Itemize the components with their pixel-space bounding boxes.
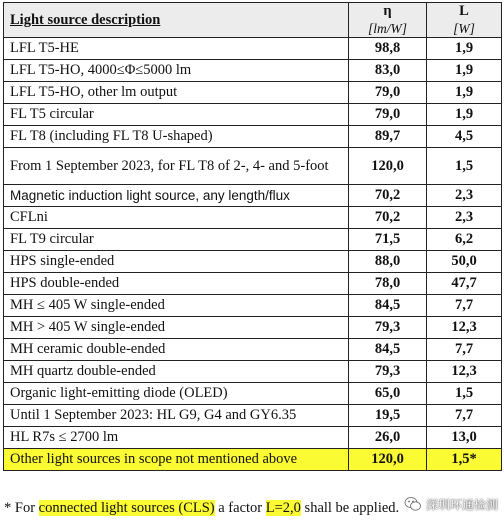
row-eta: 84,5 [349, 295, 427, 317]
header-eta-unit: [lm/W] [367, 21, 407, 36]
row-description: FL T9 circular [4, 229, 349, 251]
row-description: CFLni [4, 207, 349, 229]
row-eta: 79,0 [349, 104, 427, 126]
row-description: MH ≤ 405 W single-ended [4, 295, 349, 317]
table-row [4, 148, 502, 185]
table-row [4, 229, 502, 251]
row-eta: 84,5 [349, 339, 427, 361]
row-L: 1,9 [427, 82, 502, 104]
row-eta: 79,3 [349, 361, 427, 383]
row-description: Organic light-emitting diode (OLED) [4, 383, 349, 405]
footnote-middle: a factor [214, 500, 266, 516]
table-row [4, 104, 502, 126]
row-eta: 26,0 [349, 427, 427, 449]
row-L: 2,3 [427, 185, 502, 207]
row-description: MH quartz double-ended [4, 361, 349, 383]
row-eta: 88,0 [349, 251, 427, 273]
table-row [4, 295, 502, 317]
footnote-highlight-cls: connected light sources (CLS) [38, 500, 215, 516]
footnote-tail: shall be applied. [300, 500, 400, 516]
table-row [4, 427, 502, 449]
row-eta: 98,8 [349, 38, 427, 60]
row-L: 1,9 [427, 38, 502, 60]
row-description: HPS single-ended [4, 251, 349, 273]
table-row [4, 339, 502, 361]
table-row [4, 60, 502, 82]
row-description: FL T5 circular [4, 104, 349, 126]
light-source-table [3, 2, 502, 471]
table-row [4, 273, 502, 295]
row-eta: 120,0 [349, 449, 427, 471]
row-eta: 83,0 [349, 60, 427, 82]
table-row [4, 185, 502, 207]
row-eta: 71,5 [349, 229, 427, 251]
header-L-symbol: L [459, 3, 469, 19]
row-L: 13,0 [427, 427, 502, 449]
row-eta: 65,0 [349, 383, 427, 405]
row-description: FL T8 (including FL T8 U-shaped) [4, 126, 349, 148]
row-eta: 120,0 [349, 148, 427, 185]
row-L: 50,0 [427, 251, 502, 273]
row-L: 47,7 [427, 273, 502, 295]
wechat-icon [404, 495, 422, 513]
row-description: LFL T5-HO, other lm output [4, 82, 349, 104]
header-L [427, 3, 502, 38]
row-description: LFL T5-HO, 4000≤Φ≤5000 lm [4, 60, 349, 82]
row-description: From 1 September 2023, for FL T8 of 2-, 4- and 5-foot [4, 148, 349, 185]
header-description: Light source description [4, 3, 349, 38]
row-L: 7,7 [427, 339, 502, 361]
row-description: HPS double-ended [4, 273, 349, 295]
table-row [4, 38, 502, 60]
watermark [404, 493, 498, 515]
table-row [4, 207, 502, 229]
table-row [4, 405, 502, 427]
table-row [4, 361, 502, 383]
row-description-text: Magnetic induction light source, any length/flux [10, 187, 290, 203]
row-description: LFL T5-HE [4, 38, 349, 60]
watermark-text: 深圳环通检测 [425, 497, 498, 512]
table-row [4, 126, 502, 148]
row-eta: 89,7 [349, 126, 427, 148]
row-L: 7,7 [427, 295, 502, 317]
row-L: 1,5* [427, 449, 502, 471]
table-row [4, 82, 502, 104]
row-L: 6,2 [427, 229, 502, 251]
table-row-highlighted [4, 449, 502, 471]
row-L: 2,3 [427, 207, 502, 229]
row-description: Until 1 September 2023: HL G9, G4 and GY6.35 [4, 405, 349, 427]
row-description: MH > 405 W single-ended [4, 317, 349, 339]
row-eta: 79,0 [349, 82, 427, 104]
row-eta: 70,2 [349, 185, 427, 207]
footnote-lead: * For [4, 500, 39, 516]
row-eta: 70,2 [349, 207, 427, 229]
row-L: 12,3 [427, 361, 502, 383]
row-description: HL R7s ≤ 2700 lm [4, 427, 349, 449]
table-row [4, 317, 502, 339]
header-row [4, 3, 502, 38]
row-description: Other light sources in scope not mentioned above [4, 449, 349, 471]
header-L-unit: [W] [453, 21, 475, 36]
row-eta: 79,3 [349, 317, 427, 339]
row-L: 7,7 [427, 405, 502, 427]
row-eta: 19,5 [349, 405, 427, 427]
row-L: 1,9 [427, 104, 502, 126]
row-L: 4,5 [427, 126, 502, 148]
table-row [4, 383, 502, 405]
header-eta [349, 3, 427, 38]
footnote-highlight-factor: L=2,0 [265, 500, 301, 516]
row-description: MH ceramic double-ended [4, 339, 349, 361]
row-L: 12,3 [427, 317, 502, 339]
table-row [4, 251, 502, 273]
header-eta-symbol: η [383, 3, 392, 19]
row-L: 1,5 [427, 148, 502, 185]
row-L: 1,5 [427, 383, 502, 405]
row-eta: 78,0 [349, 273, 427, 295]
row-L: 1,9 [427, 60, 502, 82]
row-description [4, 185, 349, 207]
